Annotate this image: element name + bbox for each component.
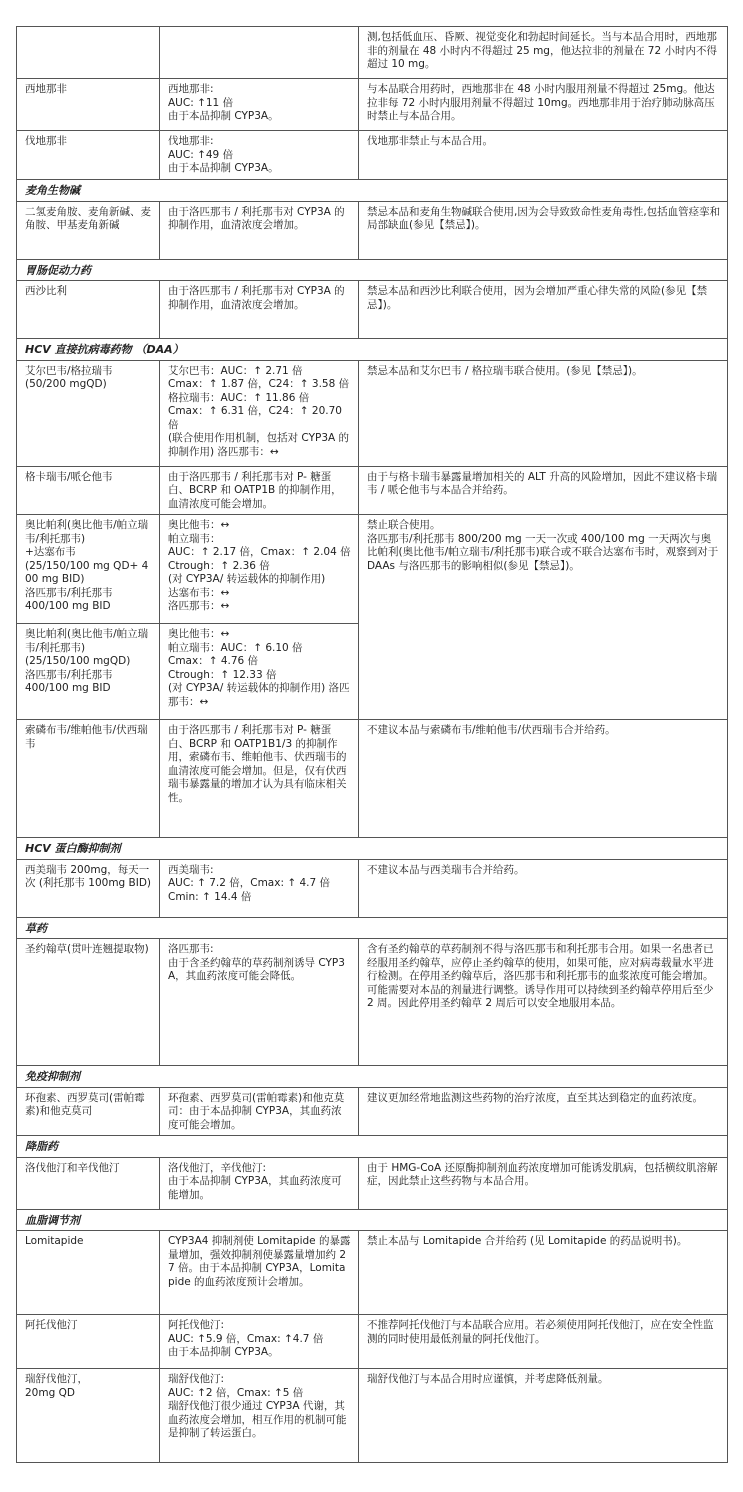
table-row xyxy=(17,939,728,1066)
drug-cell: 奥比帕利(奥比他韦/帕立瑞韦/利托那韦) +达塞布韦 (25/150/100 mg QD+ 400 mg BID) 洛匹那韦/利托那韦 400/100 mg BID xyxy=(17,515,160,624)
advice-cell: 伐地那非禁止与本品合用。 xyxy=(359,131,728,180)
drug-cell: 奥比帕利(奥比他韦/帕立瑞韦/利托那韦) (25/150/100 mgQD) 洛匹那韦/利托那韦 400/100 mg BID xyxy=(17,624,160,720)
effect-cell: 阿托伐他汀: AUC: ↑5.9 倍，Cmax: ↑4.7 倍 由于本品抑制 CYP3A。 xyxy=(160,1315,359,1369)
effect-cell: 西地那非: AUC: ↑11 倍 由于本品抑制 CYP3A。 xyxy=(160,79,359,131)
effect-cell: 由于洛匹那韦 / 利托那韦对 P- 糖蛋白、BCRP 和 OATP1B1/3 的抑制作用，索磷布韦、维帕他韦、伏西瑞韦的血清浓度可能会增加。但是，仅有伏西瑞韦暴露量的增加才认为具有临床相关性。 xyxy=(160,720,359,838)
effect-cell xyxy=(160,27,359,79)
effect-cell: 由于洛匹那韦 / 利托那韦对 CYP3A 的抑制作用，血清浓度会增加。 xyxy=(160,281,359,339)
table-row xyxy=(17,131,728,180)
advice-cell: 由于与格卡瑞韦暴露量增加相关的 ALT 升高的风险增加，因此不建议格卡瑞韦 / 哌仑他韦与本品合并给药。 xyxy=(359,466,728,515)
section-title: 免疫抑制剂 xyxy=(17,1066,728,1088)
drug-cell: 格卡瑞韦/哌仑他韦 xyxy=(17,466,160,515)
section-title: 草药 xyxy=(17,917,728,939)
advice-cell: 不建议本品与西美瑞韦合并给药。 xyxy=(359,859,728,917)
advice-cell: 由于 HMG-CoA 还原酶抑制剂血药浓度增加可能诱发肌病，包括横纹肌溶解症，因此禁止这些药物与本品合用。 xyxy=(359,1157,728,1209)
effect-cell: 伐地那非: AUC: ↑49 倍 由于本品抑制 CYP3A。 xyxy=(160,131,359,180)
table-row xyxy=(17,1157,728,1209)
table-row xyxy=(17,720,728,838)
advice-cell: 禁止本品与 Lomitapide 合并给药 (见 Lomitapide 的药品说明书)。 xyxy=(359,1231,728,1315)
advice-cell: 含有圣约翰草的草药制剂不得与洛匹那韦和利托那韦合用。如果一名患者已经服用圣约翰草，应停止圣约翰草的使用，如果可能，应对病毒载量水平进行检测。在停用圣约翰草后，洛匹那韦和利托那韦的血浆浓度可能会增加。可能需要对本品的剂量进行调整。诱导作用可以持续到圣约翰草停用后至少 2 周。因此停用圣约翰草 2 周后可以安全地服用本品。 xyxy=(359,939,728,1066)
section-title: 降脂药 xyxy=(17,1136,728,1158)
advice-cell: 不建议本品与索磷布韦/维帕他韦/伏西瑞韦合并给药。 xyxy=(359,720,728,838)
drug-cell: 西地那非 xyxy=(17,79,160,131)
table-row xyxy=(17,281,728,339)
drug-cell: 圣约翰草(贯叶连翘提取物) xyxy=(17,939,160,1066)
section-row xyxy=(17,1209,728,1231)
drug-cell: 伐地那非 xyxy=(17,131,160,180)
advice-cell: 建议更加经常地监测这些药物的治疗浓度，直至其达到稳定的血药浓度。 xyxy=(359,1087,728,1136)
advice-cell: 禁忌本品和麦角生物碱联合使用,因为会导致致命性麦角毒性,包括血管痉挛和局部缺血(参见【禁忌】)。 xyxy=(359,201,728,259)
table-row xyxy=(17,1369,728,1463)
drug-cell: 西美瑞韦 200mg，每天一次 (利托那韦 100mg BID) xyxy=(17,859,160,917)
drug-cell: 西沙比利 xyxy=(17,281,160,339)
section-row xyxy=(17,180,728,202)
effect-cell: 由于洛匹那韦 / 利托那韦对 CYP3A 的抑制作用，血清浓度会增加。 xyxy=(160,201,359,259)
advice-cell: 与本品联合用药时，西地那非在 48 小时内服用剂量不得超过 25mg。他达拉非每 72 小时内服用剂量不得超过 10mg。西地那非用于治疗肺动脉高压时禁止与本品合用。 xyxy=(359,79,728,131)
section-row xyxy=(17,917,728,939)
section-title: 麦角生物碱 xyxy=(17,180,728,202)
effect-cell: 洛伐他汀，辛伐他汀: 由于本品抑制 CYP3A，其血药浓度可能增加。 xyxy=(160,1157,359,1209)
drug-cell: 阿托伐他汀 xyxy=(17,1315,160,1369)
section-row xyxy=(17,259,728,281)
advice-cell: 禁忌本品和西沙比利联合使用，因为会增加严重心律失常的风险(参见【禁忌】)。 xyxy=(359,281,728,339)
effect-cell: 奥比他韦：↔ 帕立瑞韦： AUC：↑ 2.17 倍，Cmax：↑ 2.04 倍 Ctrough：↑ 2.36 倍 (对 CYP3A/ 转运载体的抑制作用) 达塞布韦：↔ 洛匹那韦：↔ xyxy=(160,515,359,624)
table-row xyxy=(17,27,728,79)
section-row xyxy=(17,838,728,860)
effect-cell: CYP3A4 抑制剂使 Lomitapide 的暴露量增加，强效抑制剂使暴露量增加约 27 倍。由于本品抑制 CYP3A，Lomitapide 的血药浓度预计会增加。 xyxy=(160,1231,359,1315)
section-title: 胃肠促动力药 xyxy=(17,259,728,281)
table-row xyxy=(17,1231,728,1315)
table-row xyxy=(17,1315,728,1369)
table-row xyxy=(17,79,728,131)
effect-cell: 瑞舒伐他汀: AUC: ↑2 倍，Cmax: ↑5 倍 瑞舒伐他汀很少通过 CYP3A 代谢，其血药浓度会增加，相互作用的机制可能是抑制了转运蛋白。 xyxy=(160,1369,359,1463)
effect-cell: 洛匹那韦: 由于含圣约翰草的草药制剂诱导 CYP3A，其血药浓度可能会降低。 xyxy=(160,939,359,1066)
effect-cell: 西美瑞韦: AUC: ↑ 7.2 倍，Cmax: ↑ 4.7 倍 Cmin: ↑ 14.4 倍 xyxy=(160,859,359,917)
advice-cell: 瑞舒伐他汀与本品合用时应谨慎，并考虑降低剂量。 xyxy=(359,1369,728,1463)
table-row xyxy=(17,1087,728,1136)
effect-cell: 环孢素、西罗莫司(雷帕霉素)和他克莫司：由于本品抑制 CYP3A，其血药浓度可能会增加。 xyxy=(160,1087,359,1136)
drug-interaction-table xyxy=(16,26,728,1463)
table-row xyxy=(17,201,728,259)
advice-cell: 禁忌本品和艾尔巴韦 / 格拉瑞韦联合使用。(参见【禁忌】)。 xyxy=(359,360,728,466)
drug-cell: 洛伐他汀和辛伐他汀 xyxy=(17,1157,160,1209)
drug-cell: 瑞舒伐他汀， 20mg QD xyxy=(17,1369,160,1463)
drug-cell: 环孢素、西罗莫司(雷帕霉素)和他克莫司 xyxy=(17,1087,160,1136)
effect-cell: 奥比他韦：↔ 帕立瑞韦：AUC：↑ 6.10 倍 Cmax：↑ 4.76 倍 Ctrough：↑ 12.33 倍 (对 CYP3A/ 转运载体的抑制作用) 洛匹那韦：↔ xyxy=(160,624,359,720)
table-row xyxy=(17,515,728,624)
table-row xyxy=(17,360,728,466)
section-title: HCV 直接抗病毒药物 （DAA） xyxy=(17,339,728,361)
section-title: HCV 蛋白酶抑制剂 xyxy=(17,838,728,860)
section-row xyxy=(17,1136,728,1158)
drug-cell xyxy=(17,27,160,79)
drug-cell: 艾尔巴韦/格拉瑞韦 (50/200 mgQD) xyxy=(17,360,160,466)
table-row xyxy=(17,859,728,917)
advice-cell: 测,包括低血压、昏厥、视觉变化和勃起时间延长。当与本品合用时，西地那非的剂量在 48 小时内不得超过 25 mg，他达拉非的剂量在 72 小时内不得超过 10 mg。 xyxy=(359,27,728,79)
effect-cell: 艾尔巴韦：AUC：↑ 2.71 倍 Cmax：↑ 1.87 倍，C24：↑ 3.58 倍 格拉瑞韦：AUC：↑ 11.86 倍 Cmax：↑ 6.31 倍，C24：↑ 20.70 倍 (联合使用作用机制，包括对 CYP3A 的抑制作用) 洛匹那韦：↔ xyxy=(160,360,359,466)
drug-cell: 索磷布韦/维帕他韦/伏西瑞韦 xyxy=(17,720,160,838)
effect-cell: 由于洛匹那韦 / 利托那韦对 P- 糖蛋白、BCRP 和 OATP1B 的抑制作用，血清浓度可能会增加。 xyxy=(160,466,359,515)
table-body xyxy=(17,27,728,1463)
section-row xyxy=(17,1066,728,1088)
advice-cell: 不推荐阿托伐他汀与本品联合应用。若必须使用阿托伐他汀，应在安全性监测的同时使用最低剂量的阿托伐他汀。 xyxy=(359,1315,728,1369)
drug-cell: Lomitapide xyxy=(17,1231,160,1315)
table-row xyxy=(17,466,728,515)
section-title: 血脂调节剂 xyxy=(17,1209,728,1231)
drug-cell: 二氢麦角胺、麦角新碱、麦角胺、甲基麦角新碱 xyxy=(17,201,160,259)
section-row xyxy=(17,339,728,361)
advice-cell: 禁止联合使用。 洛匹那韦/利托那韦 800/200 mg 一天一次或 400/100 mg 一天两次与奥比帕利(奥比他韦/帕立瑞韦/利托那韦)联合或不联合达塞布韦时，观察到对于DAAs 与洛匹那韦的影响相似(参见【禁忌】)。 xyxy=(359,515,728,720)
